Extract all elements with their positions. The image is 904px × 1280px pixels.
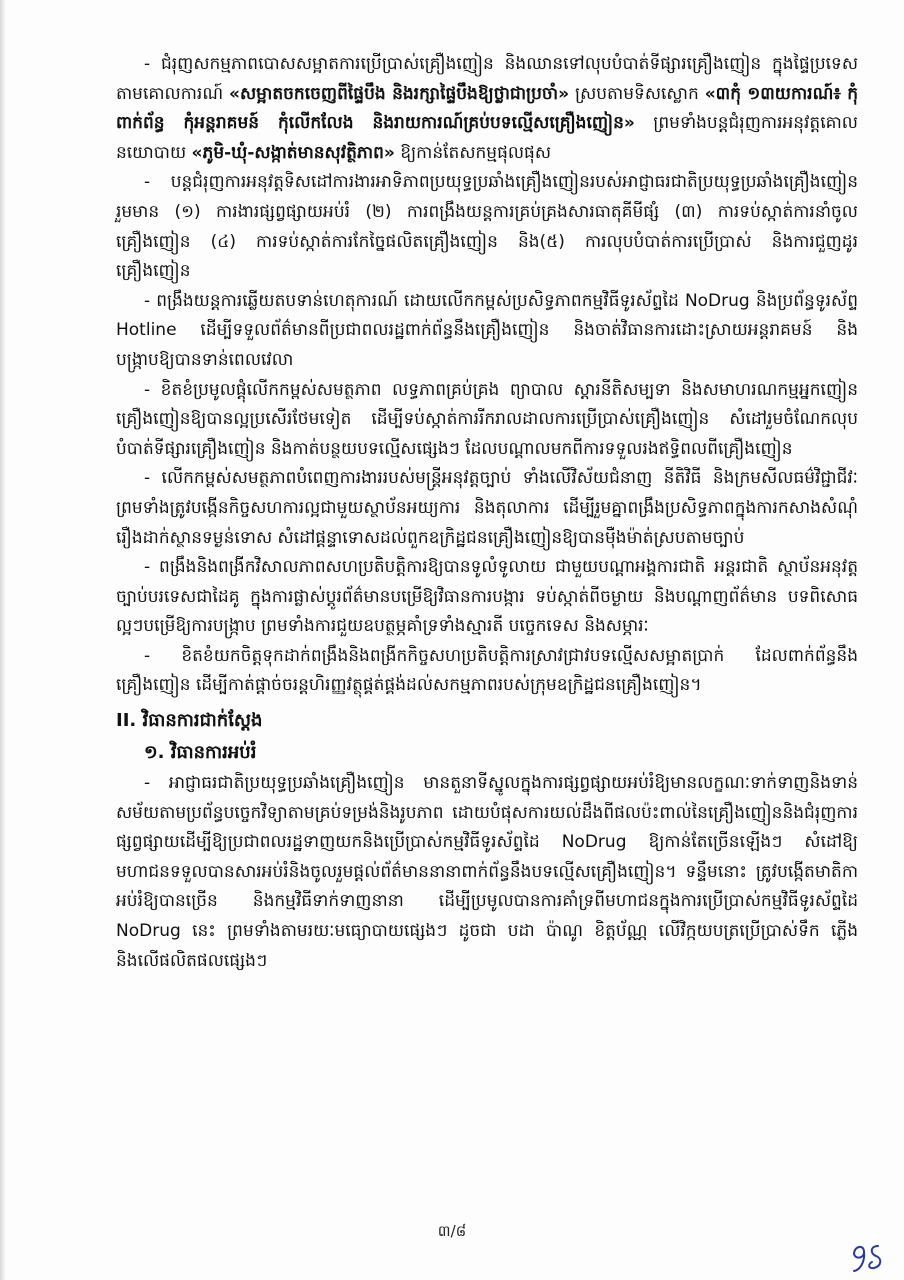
bullet-paragraph <box>116 168 858 286</box>
bullet-paragraph <box>116 553 858 642</box>
bullet-paragraphs <box>116 50 858 701</box>
quoted-slogan: «ភូមិ-ឃុំ-សង្កាត់មានសុវត្ថិភាព» <box>191 142 395 163</box>
paragraph-text: - ខិតខំប្រមូលផ្តុំលើកកម្ពស់សមត្ថភាព លទ្ធភាពគ្រប់គ្រង ព្យាបាល ស្តារនីតិសម្បទា និងសមាហរណកម្មអ្នកញៀនគ្រឿងញៀនឱ្យបានល្អប្រសើរថែមទៀត ដើម្បីទប់ស្កាត់ការរីករាលដាលការប្រើប្រាស់គ្រឿងញៀន សំដៅរួមចំណែកលុបបំបាត់ទីផ្សារគ្រឿងញៀន និងកាត់បន្ថយបទល្មើសផ្សេងៗ ដែលបណ្តាលមកពីការទទួលរងឥទ្ធិពលពីគ្រឿងញៀន <box>116 379 858 459</box>
bullet-paragraph <box>116 642 858 701</box>
paragraph-text: ឱ្យកាន់តែសកម្មផុលផុស <box>394 142 552 163</box>
paragraph-text: - ពង្រឹងនិងពង្រីកវិសាលភាពសហប្រតិបត្តិការឱ្យបានទូលំទូលាយ ជាមួយបណ្តាអង្គការជាតិ អន្តរជាតិ ស្ថាប័នអនុវត្តច្បាប់បរទេសជាដៃគូ ក្នុងការផ្លាស់ប្តូរព័ត៌មានបម្រើឱ្យវិធានការបង្ការ ទប់ស្កាត់ពីចម្ងាយ និងបណ្តាញព័ត៌មាន បទពិសោធល្អៗបម្រើឱ្យការបង្ក្រាប ព្រមទាំងការជួយឧបត្ថម្ភគាំទ្រទាំងស្មារតី បច្ចេកទេស និងសម្ភារៈ <box>116 557 858 637</box>
scan-edge-shadow <box>0 0 6 1280</box>
quoted-slogan: «សម្អាតចកចេញពីផ្ទៃបឹង និងរក្សាផ្ទៃបឹងឱ្យថ្លាជាប្រចាំ» <box>229 83 570 104</box>
paragraph-text: ស្របតាមទិសស្លោក <box>569 83 705 104</box>
bullet-paragraph <box>116 376 858 465</box>
education-paragraph: - អាជ្ញាធរជាតិប្រយុទ្ធប្រឆាំងគ្រឿងញៀន មានតួនាទីស្នូលក្នុងការផ្សព្វផ្សាយអប់រំឱ្យមានលក្ខណៈទាក់ទាញនិងទាន់សម័យតាមប្រព័ន្ធបច្ចេកវិទ្យាតាមគ្រប់ទម្រង់និងរូបភាព ដោយបំផុសការយល់ដឹងពីផលប៉ះពាល់នៃគ្រឿងញៀននិងជំរុញការផ្សព្វផ្សាយដើម្បីឱ្យប្រជាពលរដ្ឋទាញយកនិងប្រើប្រាស់កម្មវិធីទូរស័ព្ទដៃ NoDrug ឱ្យកាន់តែច្រើនឡើងៗ សំដៅឱ្យមហាជនទទួលបានសារអប់រំនិងចូលរួមផ្តល់ព័ត៌មាននានាពាក់ព័ន្ធនឹងបទល្មើសគ្រឿងញៀន។ ទន្ទឹមនោះ ត្រូវបង្កើតមាតិកាអប់រំឱ្យបានច្រើន និងកម្មវិធីទាក់ទាញនានា ដើម្បីប្រមូលបានការគាំទ្រពីមហាជនក្នុងការប្រើប្រាស់កម្មវិធីទូរស័ព្ទដៃ NoDrug នេះ ព្រមទាំងតាមរយៈមធ្យោបាយផ្សេងៗ ដូចជា បដា ប៉ាណូ ខិត្តប័ណ្ណ លើវិក្កយបត្រប្រើប្រាស់ទឹក ភ្លើង និងលើផលិតផលផ្សេងៗ <box>116 773 858 971</box>
handwritten-initial-mark <box>848 1240 888 1274</box>
quoted-slogan: «៣កុំ ១៣យការណ៍៖ កុំពាក់ព័ន្ធ កុំអន្តរាគមន៍ កុំលើកលែង និងរាយការណ៍គ្រប់បទល្មើសគ្រឿងញៀន» <box>116 83 859 134</box>
paragraph-text: - ពង្រឹងយន្តការឆ្លើយតបទាន់ហេតុការណ៍ ដោយលើកកម្ពស់ប្រសិទ្ធភាពកម្មវិធីទូរស័ព្ទដៃ NoDrug និងប្រព័ន្ធទូរស័ព្ទ Hotline ដើម្បីទទួលព័ត៌មានពីប្រជាពលរដ្ឋពាក់ព័ន្ធនឹងគ្រឿងញៀន និងចាត់វិធានការដោះស្រាយអន្តរាគមន៍ និងបង្ក្រាបឱ្យបានទាន់ពេលវេលា <box>116 290 858 370</box>
section-heading: II. វិធានការជាក់ស្តែង <box>116 710 263 732</box>
bullet-paragraph <box>116 287 858 376</box>
document-body <box>116 50 858 976</box>
page-number: ៣/៨ <box>437 1222 467 1240</box>
subsection-heading: ១. វិធានការអប់រំ <box>144 742 257 764</box>
paragraph-text: - ជំរុញសកម្មភាពបោសសម្អាតការប្រើប្រាស់គ្រឿងញៀន និងឈានទៅលុបបំបាត់ទីផ្សារគ្រឿងញៀន ក្នុងផ្ទៃប្រទេស តាមគោលការណ៍ <box>116 54 858 104</box>
paragraph-text: ព្រមទាំងបន្តជំរុញការអនុវត្តគោលនយោបាយ <box>116 113 858 163</box>
paragraph-text: - លើកកម្ពស់សមត្ថភាពបំពេញការងាររបស់មន្ត្រីអនុវត្តច្បាប់ ទាំងលើវិស័យជំនាញ នីតិវិធី និងក្រមសីលធម៌វិជ្ជាជីវៈ ព្រមទាំងត្រូវបង្កើនកិច្ចសហការល្អជាមួយស្ថាប័នអយ្យការ និងតុលាការ ដើម្បីរួមគ្នាពង្រឹងប្រសិទ្ធភាពក្នុងការកសាងសំណុំរឿងដាក់ស្ថានទម្ងន់ទោស សំដៅផ្តន្ទាទោសដល់ពួកឧក្រិដ្ឋជនគ្រឿងញៀនឱ្យបានម៉ឺងម៉ាត់ស្របតាមច្បាប់ <box>116 468 858 548</box>
paragraph-text: - ខិតខំយកចិត្តទុកដាក់ពង្រឹងនិងពង្រីកកិច្ចសហប្រតិបត្តិការស្រាវជ្រាវបទល្មើសសម្អាតប្រាក់ ដែលពាក់ព័ន្ធនឹងគ្រឿងញៀន ដើម្បីកាត់ផ្តាច់ចរន្តហិរញ្ញវត្ថុផ្គត់ផ្គង់ដល់សកម្មភាពរបស់ក្រុមឧក្រិដ្ឋជនគ្រឿងញៀន។ <box>116 645 858 696</box>
bullet-paragraph <box>116 464 858 553</box>
paragraph-text: - បន្តជំរុញការអនុវត្តទិសដៅការងារអាទិភាពប្រយុទ្ធប្រឆាំងគ្រឿងញៀនរបស់អាជ្ញាធរជាតិប្រយុទ្ធប្រឆាំងគ្រឿងញៀនរួមមាន (១) ការងារផ្សព្វផ្សាយអប់រំ (២) ការពង្រឹងយន្តការគ្រប់គ្រងសារធាតុគីមីផ្សំ (៣) ការទប់ស្កាត់ការនាំចូលគ្រឿងញៀន (៤) ការទប់ស្កាត់ការកែច្នៃផលិតគ្រឿងញៀន និង(៥) ការលុបបំបាត់ការប្រើប្រាស់ និងការជួញដូរគ្រឿងញៀន <box>116 172 858 282</box>
bullet-paragraph <box>116 50 858 168</box>
